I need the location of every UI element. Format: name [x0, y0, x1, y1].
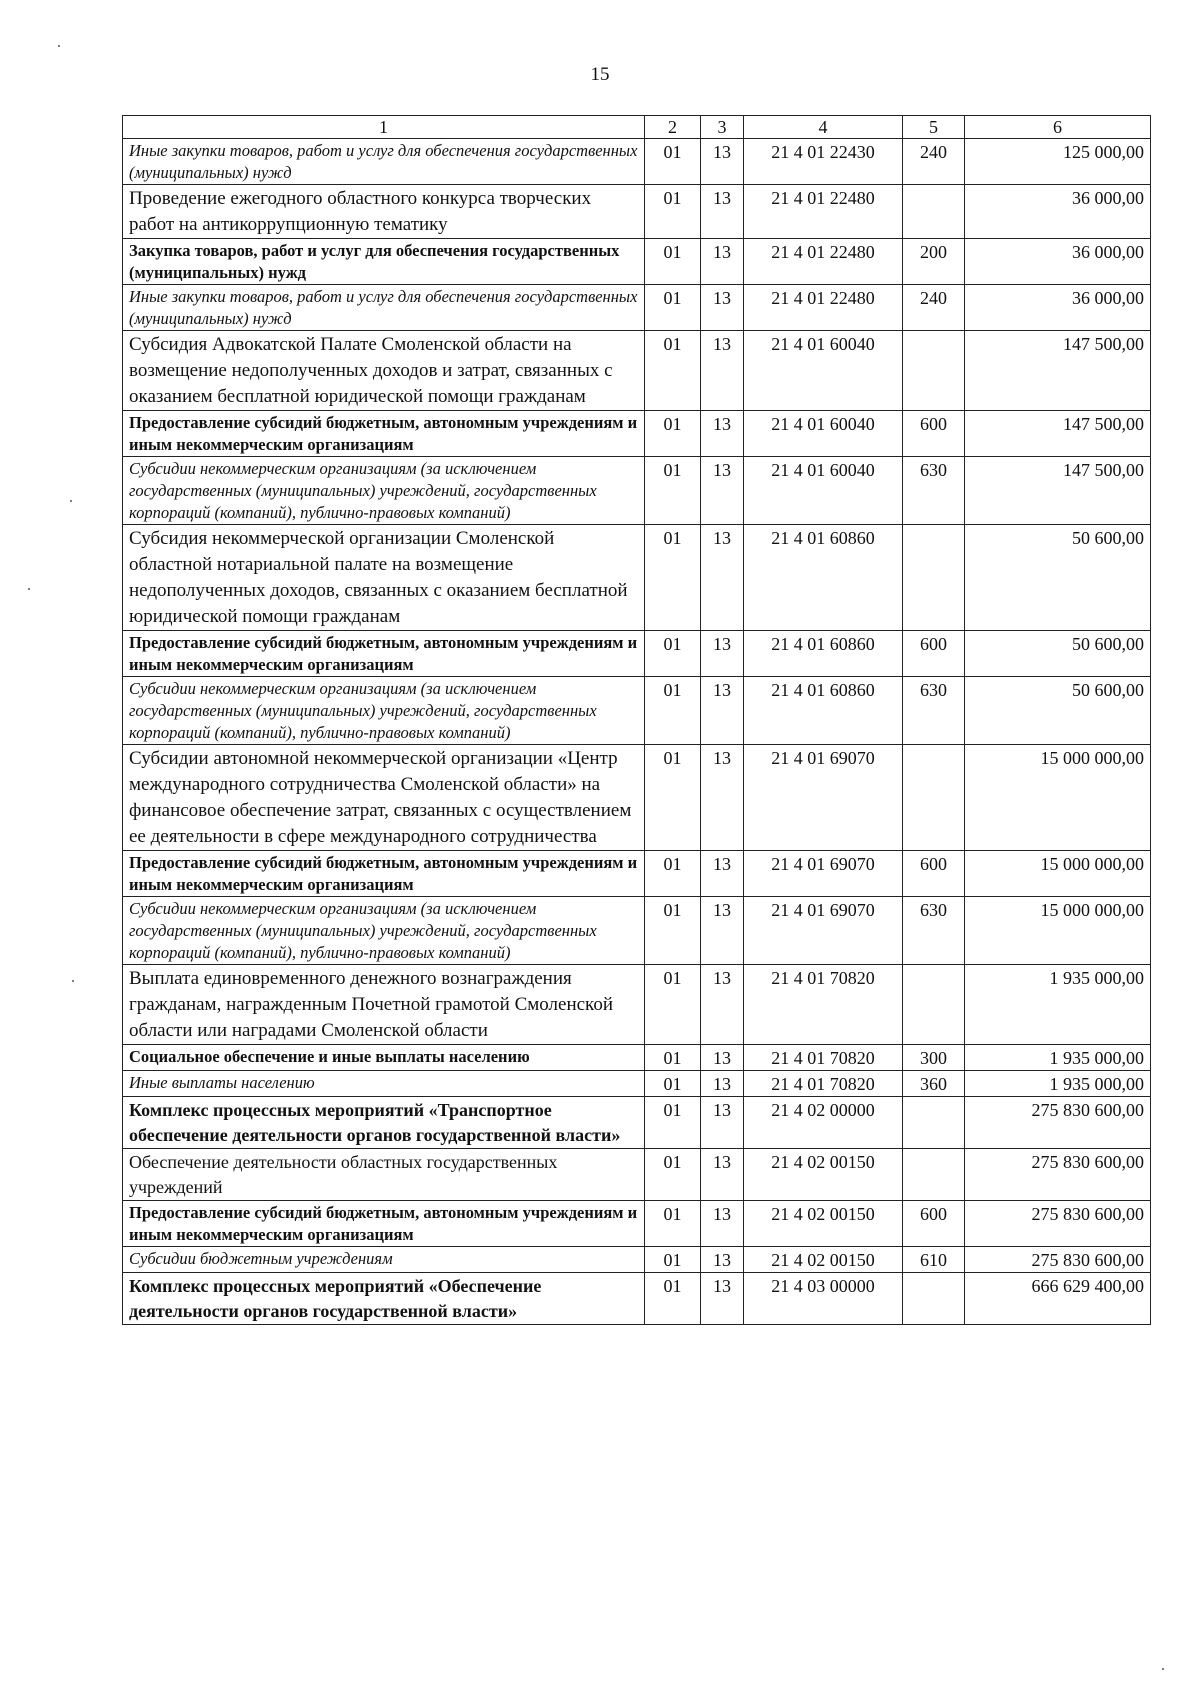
cell-section: 01: [645, 677, 701, 745]
cell-description: Проведение ежегодного областного конкурса творческих работ на антикоррупционную тематику: [123, 185, 645, 239]
cell-target-article: 21 4 02 00000: [744, 1097, 903, 1149]
cell-description: Субсидии бюджетным учреждениям: [123, 1247, 645, 1273]
cell-subsection: 13: [701, 851, 744, 897]
cell-description: Социальное обеспечение и иные выплаты населению: [123, 1045, 645, 1071]
cell-description: Комплекс процессных мероприятий «Обеспечение деятельности органов государственной власти»: [123, 1273, 645, 1325]
table-row: [123, 677, 1151, 745]
cell-expense-type: 240: [903, 139, 965, 185]
cell-description: Выплата единовременного денежного вознаграждения гражданам, награжденным Почетной грамотой Смоленской области или наградами Смоленской области: [123, 965, 645, 1045]
cell-amount: 1 935 000,00: [965, 1045, 1151, 1071]
cell-amount: 275 830 600,00: [965, 1149, 1151, 1201]
table-row: [123, 1097, 1151, 1149]
cell-description: Предоставление субсидий бюджетным, автономным учреждениям и иным некоммерческим организациям: [123, 1201, 645, 1247]
cell-expense-type: 600: [903, 631, 965, 677]
cell-amount: 147 500,00: [965, 411, 1151, 457]
cell-description: Субсидии автономной некоммерческой организации «Центр международного сотрудничества Смоленской области» на финансовое обеспечение затрат, связанных с осуществлением ее деятельности в сфере международного сотрудничества: [123, 745, 645, 851]
cell-expense-type: [903, 185, 965, 239]
cell-expense-type: [903, 1273, 965, 1325]
cell-subsection: 13: [701, 1201, 744, 1247]
cell-expense-type: [903, 1149, 965, 1201]
cell-description: Предоставление субсидий бюджетным, автономным учреждениям и иным некоммерческим организациям: [123, 411, 645, 457]
cell-section: 01: [645, 411, 701, 457]
cell-amount: 50 600,00: [965, 677, 1151, 745]
cell-section: 01: [645, 1071, 701, 1097]
table-row: [123, 1201, 1151, 1247]
cell-section: 01: [645, 1201, 701, 1247]
page-number: 15: [590, 64, 610, 85]
cell-description: Комплекс процессных мероприятий «Транспортное обеспечение деятельности органов государственной власти»: [123, 1097, 645, 1149]
table-row: [123, 1071, 1151, 1097]
cell-subsection: 13: [701, 411, 744, 457]
cell-target-article: 21 4 02 00150: [744, 1201, 903, 1247]
table-row: [123, 457, 1151, 525]
col-header-1: 1: [123, 116, 645, 139]
table-row: [123, 897, 1151, 965]
cell-section: 01: [645, 1149, 701, 1201]
cell-expense-type: [903, 331, 965, 411]
cell-target-article: 21 4 01 60860: [744, 631, 903, 677]
cell-section: 01: [645, 185, 701, 239]
cell-amount: 36 000,00: [965, 239, 1151, 285]
table-row: [123, 1273, 1151, 1325]
cell-description: Субсидии некоммерческим организациям (за исключением государственных (муниципальных) учреждений, государственных корпораций (компаний), публично-правовых компаний): [123, 457, 645, 525]
cell-target-article: 21 4 01 22480: [744, 285, 903, 331]
col-header-4: 4: [744, 116, 903, 139]
cell-expense-type: 300: [903, 1045, 965, 1071]
table-row: [123, 1045, 1151, 1071]
cell-amount: 15 000 000,00: [965, 897, 1151, 965]
cell-amount: 1 935 000,00: [965, 965, 1151, 1045]
cell-expense-type: 240: [903, 285, 965, 331]
cell-expense-type: [903, 525, 965, 631]
cell-section: 01: [645, 1097, 701, 1149]
cell-description: Обеспечение деятельности областных государственных учреждений: [123, 1149, 645, 1201]
cell-description: Предоставление субсидий бюджетным, автономным учреждениям и иным некоммерческим организациям: [123, 631, 645, 677]
cell-subsection: 13: [701, 185, 744, 239]
cell-subsection: 13: [701, 1273, 744, 1325]
table-row: [123, 239, 1151, 285]
cell-subsection: 13: [701, 1071, 744, 1097]
cell-target-article: 21 4 01 60860: [744, 525, 903, 631]
cell-amount: 147 500,00: [965, 331, 1151, 411]
col-header-5: 5: [903, 116, 965, 139]
table-row: [123, 331, 1151, 411]
scan-speck: [28, 588, 30, 590]
cell-amount: 275 830 600,00: [965, 1201, 1151, 1247]
cell-amount: 125 000,00: [965, 139, 1151, 185]
cell-section: 01: [645, 745, 701, 851]
budget-table: [122, 115, 1151, 1325]
cell-description: Субсидии некоммерческим организациям (за исключением государственных (муниципальных) учреждений, государственных корпораций (компаний), публично-правовых компаний): [123, 897, 645, 965]
table-row: [123, 411, 1151, 457]
col-header-3: 3: [701, 116, 744, 139]
table-row: [123, 631, 1151, 677]
cell-section: 01: [645, 239, 701, 285]
cell-amount: 275 830 600,00: [965, 1247, 1151, 1273]
cell-amount: 147 500,00: [965, 457, 1151, 525]
cell-expense-type: 600: [903, 1201, 965, 1247]
cell-target-article: 21 4 03 00000: [744, 1273, 903, 1325]
cell-target-article: 21 4 01 60040: [744, 457, 903, 525]
cell-subsection: 13: [701, 457, 744, 525]
cell-target-article: 21 4 02 00150: [744, 1149, 903, 1201]
cell-target-article: 21 4 01 70820: [744, 1071, 903, 1097]
cell-expense-type: [903, 745, 965, 851]
cell-amount: 50 600,00: [965, 631, 1151, 677]
table-row: [123, 139, 1151, 185]
cell-section: 01: [645, 965, 701, 1045]
cell-section: 01: [645, 851, 701, 897]
cell-target-article: 21 4 01 69070: [744, 851, 903, 897]
cell-section: 01: [645, 457, 701, 525]
cell-target-article: 21 4 01 69070: [744, 745, 903, 851]
cell-subsection: 13: [701, 1045, 744, 1071]
table-row: [123, 185, 1151, 239]
col-header-2: 2: [645, 116, 701, 139]
cell-target-article: 21 4 01 70820: [744, 965, 903, 1045]
cell-expense-type: [903, 965, 965, 1045]
cell-target-article: 21 4 01 22430: [744, 139, 903, 185]
cell-target-article: 21 4 01 60040: [744, 411, 903, 457]
scan-speck: [1162, 1668, 1164, 1670]
cell-subsection: 13: [701, 965, 744, 1045]
table-row: [123, 1149, 1151, 1201]
scan-speck: [58, 45, 60, 47]
cell-subsection: 13: [701, 139, 744, 185]
cell-target-article: 21 4 01 22480: [744, 185, 903, 239]
cell-amount: 666 629 400,00: [965, 1273, 1151, 1325]
cell-section: 01: [645, 897, 701, 965]
cell-section: 01: [645, 525, 701, 631]
cell-section: 01: [645, 1045, 701, 1071]
cell-target-article: 21 4 01 70820: [744, 1045, 903, 1071]
cell-subsection: 13: [701, 1247, 744, 1273]
cell-subsection: 13: [701, 897, 744, 965]
cell-expense-type: 630: [903, 897, 965, 965]
cell-subsection: 13: [701, 1097, 744, 1149]
table-row: [123, 745, 1151, 851]
cell-description: Иные закупки товаров, работ и услуг для обеспечения государственных (муниципальных) нужд: [123, 285, 645, 331]
cell-description: Субсидия Адвокатской Палате Смоленской области на возмещение недополученных доходов и затрат, связанных с оказанием бесплатной юридической помощи гражданам: [123, 331, 645, 411]
scan-speck: [72, 980, 74, 982]
cell-target-article: 21 4 01 22480: [744, 239, 903, 285]
cell-subsection: 13: [701, 631, 744, 677]
cell-expense-type: 600: [903, 411, 965, 457]
cell-target-article: 21 4 02 00150: [744, 1247, 903, 1273]
cell-section: 01: [645, 331, 701, 411]
cell-description: Субсидия некоммерческой организации Смоленской областной нотариальной палате на возмещение недополученных доходов, связанных с оказанием бесплатной юридической помощи гражданам: [123, 525, 645, 631]
cell-subsection: 13: [701, 1149, 744, 1201]
table-row: [123, 851, 1151, 897]
cell-description: Иные закупки товаров, работ и услуг для обеспечения государственных (муниципальных) нужд: [123, 139, 645, 185]
cell-amount: 15 000 000,00: [965, 851, 1151, 897]
cell-section: 01: [645, 285, 701, 331]
cell-amount: 36 000,00: [965, 285, 1151, 331]
cell-expense-type: 360: [903, 1071, 965, 1097]
cell-section: 01: [645, 631, 701, 677]
cell-amount: 50 600,00: [965, 525, 1151, 631]
cell-subsection: 13: [701, 285, 744, 331]
cell-section: 01: [645, 1273, 701, 1325]
cell-expense-type: 630: [903, 677, 965, 745]
cell-description: Предоставление субсидий бюджетным, автономным учреждениям и иным некоммерческим организациям: [123, 851, 645, 897]
table-row: [123, 285, 1151, 331]
cell-amount: 1 935 000,00: [965, 1071, 1151, 1097]
col-header-6: 6: [965, 116, 1151, 139]
cell-section: 01: [645, 139, 701, 185]
cell-amount: 15 000 000,00: [965, 745, 1151, 851]
header-row: [123, 116, 1151, 139]
cell-subsection: 13: [701, 525, 744, 631]
cell-amount: 36 000,00: [965, 185, 1151, 239]
cell-description: Иные выплаты населению: [123, 1071, 645, 1097]
cell-section: 01: [645, 1247, 701, 1273]
cell-target-article: 21 4 01 60040: [744, 331, 903, 411]
cell-subsection: 13: [701, 745, 744, 851]
cell-description: Закупка товаров, работ и услуг для обеспечения государственных (муниципальных) нужд: [123, 239, 645, 285]
cell-target-article: 21 4 01 60860: [744, 677, 903, 745]
cell-expense-type: 630: [903, 457, 965, 525]
cell-subsection: 13: [701, 677, 744, 745]
cell-description: Субсидии некоммерческим организациям (за исключением государственных (муниципальных) учреждений, государственных корпораций (компаний), публично-правовых компаний): [123, 677, 645, 745]
cell-amount: 275 830 600,00: [965, 1097, 1151, 1149]
table-row: [123, 1247, 1151, 1273]
cell-expense-type: 610: [903, 1247, 965, 1273]
cell-expense-type: 200: [903, 239, 965, 285]
cell-expense-type: 600: [903, 851, 965, 897]
cell-expense-type: [903, 1097, 965, 1149]
cell-subsection: 13: [701, 331, 744, 411]
scan-speck: [70, 500, 72, 502]
table-row: [123, 525, 1151, 631]
cell-target-article: 21 4 01 69070: [744, 897, 903, 965]
table-row: [123, 965, 1151, 1045]
cell-subsection: 13: [701, 239, 744, 285]
